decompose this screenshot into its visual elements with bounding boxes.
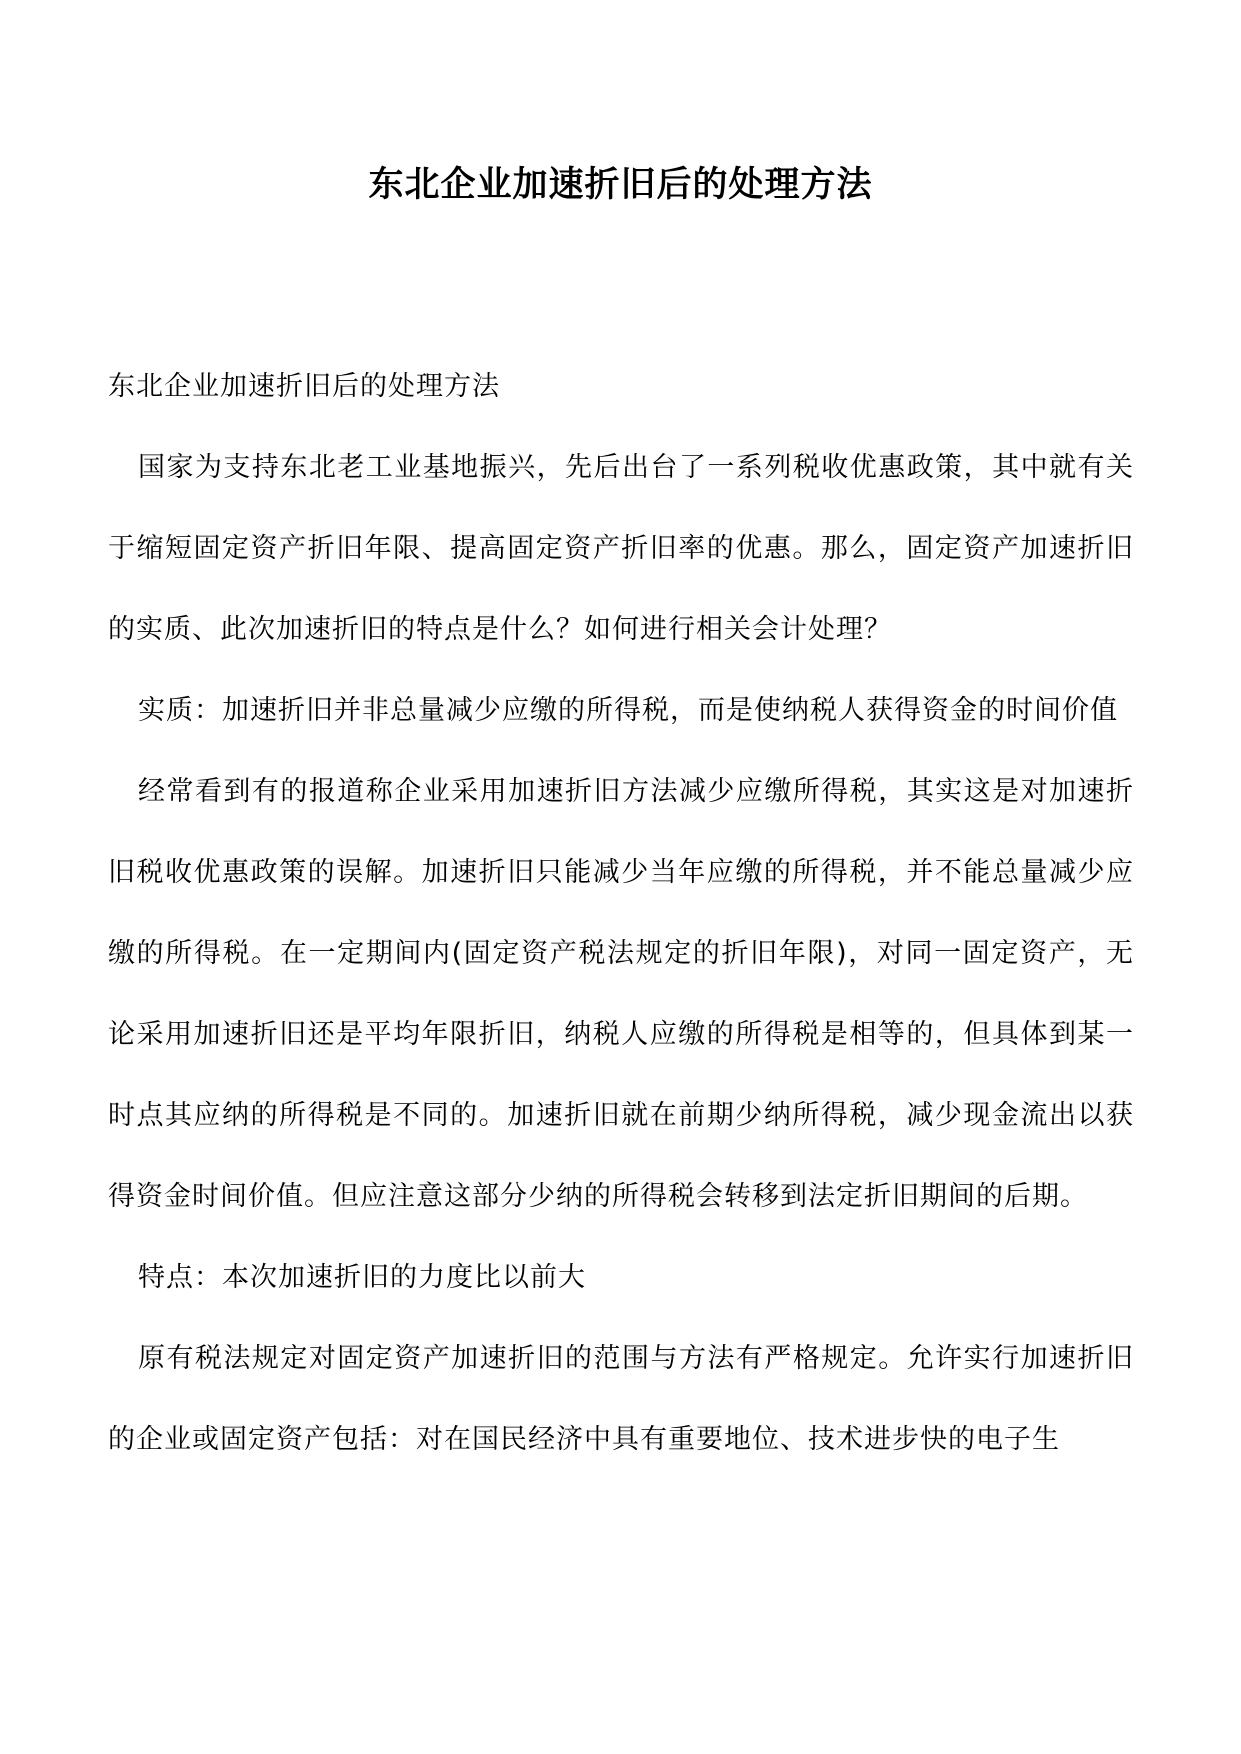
document-body — [108, 346, 1134, 1480]
paragraph-essence-heading: 实质：加速折旧并非总量减少应缴的所得税，而是使纳税人获得资金的时间价值 — [138, 695, 1118, 726]
paragraph-essence-body: 经常看到有的报道称企业采用加速折旧方法减少应缴所得税，其实这是对加速折旧税收优惠政策的误解。加速折旧只能减少当年应缴的所得税，并不能总量减少应缴的所得税。在一定期间内(固定资产税法规定的折旧年限)，对同一固定资产，无论采用加速折旧还是平均年限折旧，纳税人应缴的所得税是相等的，但具体到某一时点其应纳的所得税是不同的。加速折旧就在前期少纳所得税，减少现金流出以获得资金时间价值。但应注意这部分少纳的所得税会转移到法定折旧期间的后期。 — [108, 776, 1134, 1212]
paragraph-intro: 国家为支持东北老工业基地振兴，先后出台了一系列税收优惠政策，其中就有关于缩短固定资产折旧年限、提高固定资产折旧率的优惠。那么，固定资产加速折旧的实质、此次加速折旧的特点是什么？如何进行相关会计处理？ — [108, 452, 1134, 645]
paragraph-features-body: 原有税法规定对固定资产加速折旧的范围与方法有严格规定。允许实行加速折旧的企业或固定资产包括：对在国民经济中具有重要地位、技术进步快的电子生 — [108, 1343, 1134, 1455]
document-subtitle: 东北企业加速折旧后的处理方法 — [108, 371, 500, 402]
paragraph-features-heading: 特点：本次加速折旧的力度比以前大 — [138, 1262, 586, 1293]
document-title: 东北企业加速折旧后的处理方法 — [368, 164, 873, 205]
